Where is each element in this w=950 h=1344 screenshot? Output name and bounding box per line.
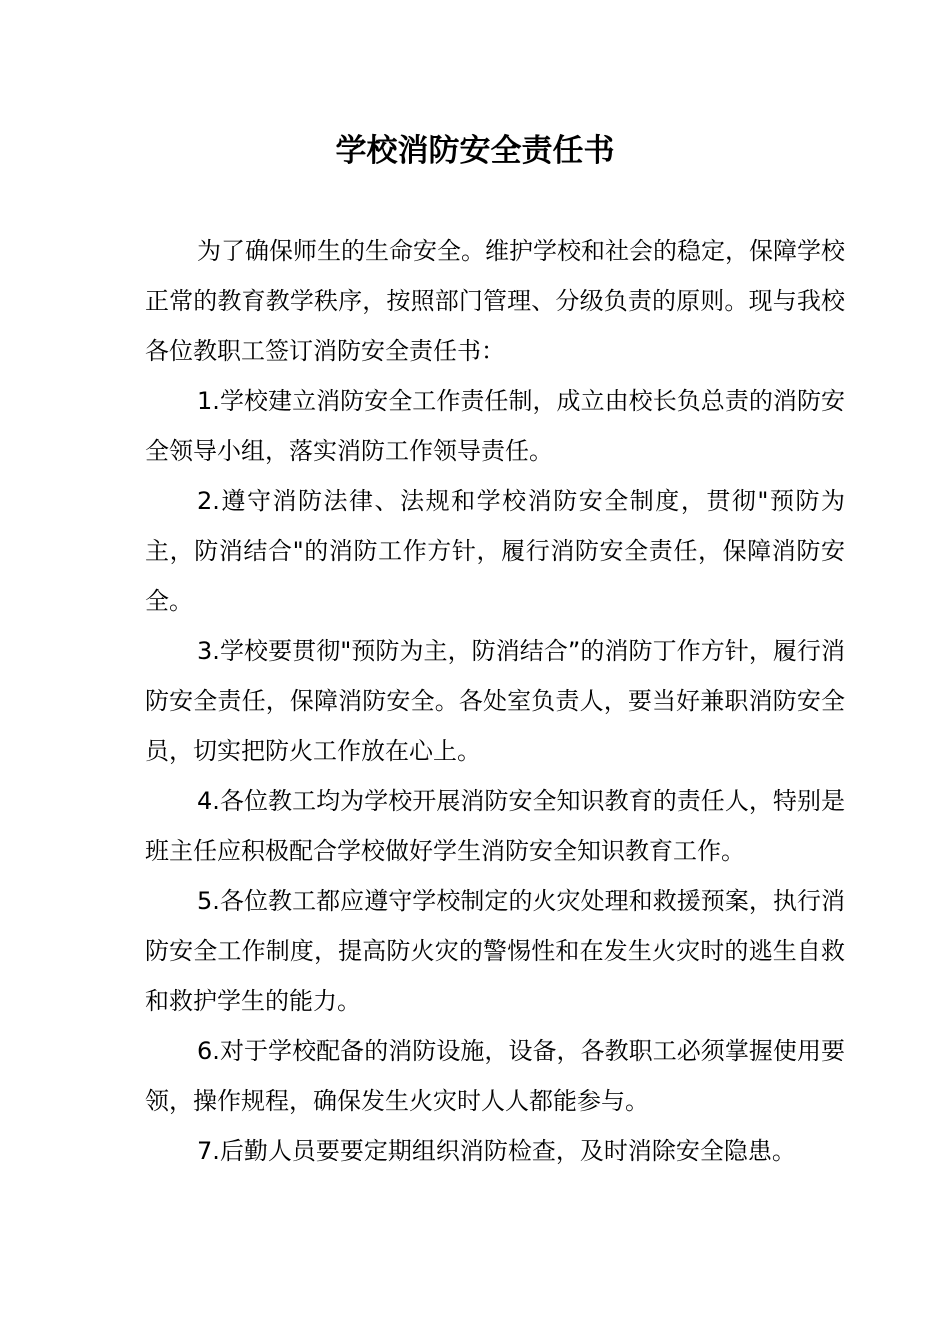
paragraph-item-3: 3.学校要贯彻"预防为主，防消结合”的消防丁作方针，履行消防安全责任，保障消防安全。各处室负责人，要当好兼职消防安全员，切实把防火工作放在心上。: [145, 637, 845, 765]
paragraph-item-1: 1.学校建立消防安全工作责任制，成立由校长负总责的消防安全领导小组，落实消防工作领导责任。: [145, 387, 845, 465]
paragraph-item-5: 5.各位教工都应遵守学校制定的火灾处理和救援预案，执行消防安全工作制度，提高防火灾的警惕性和在发生火灾时的逃生自救和救护学生的能力。: [145, 887, 845, 1015]
paragraph-item-4: 4.各位教工均为学校开展消防安全知识教育的责任人，特别是班主任应积极配合学校做好学生消防安全知识教育工作。: [145, 787, 845, 865]
document-title: 学校消防安全责任书: [335, 133, 615, 169]
paragraph-item-2: 2.遵守消防法律、法规和学校消防安全制度，贯彻"预防为主，防消结合"的消防工作方针，履行消防安全责任，保障消防安全。: [145, 487, 845, 615]
paragraph-intro: 为了确保师生的生命安全。维护学校和社会的稳定，保障学校正常的教育教学秩序，按照部门管理、分级负责的原则。现与我校各位教职工签订消防安全责任书：: [145, 237, 845, 365]
paragraph-item-7: 7.后勤人员要要定期组织消防检查，及时消除安全隐患。: [197, 1137, 796, 1165]
document-body: [145, 226, 845, 1176]
paragraph-item-6: 6.对于学校配备的消防设施，设备，各教职工必须掌握使用要领，操作规程，确保发生火灾时人人都能参与。: [145, 1037, 845, 1115]
